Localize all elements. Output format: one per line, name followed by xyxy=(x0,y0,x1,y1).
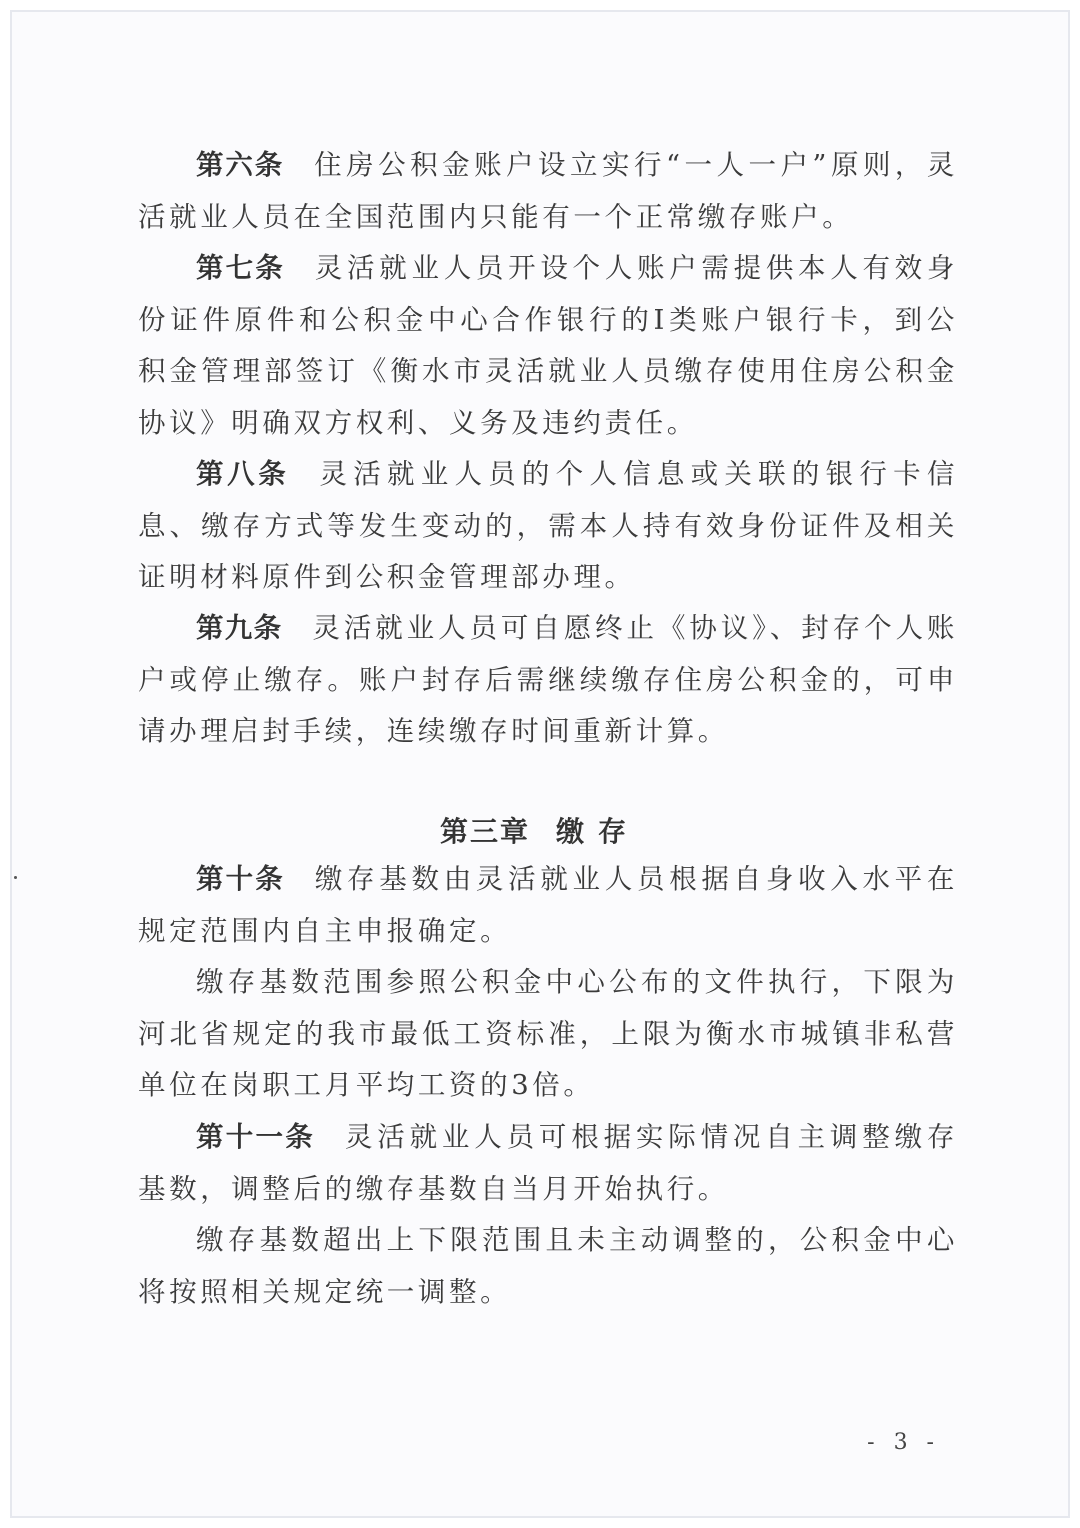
chapter-title xyxy=(0,810,1080,850)
article-11 xyxy=(138,1112,958,1215)
chapter-name: 缴存 xyxy=(556,815,641,848)
scan-speck xyxy=(14,876,17,879)
article-8-text: 灵活就业人员的个人信息或关联的银行卡信息、缴存方式等发生变动的，需本人持有效身份证件及相关证明材料原件到公积金管理部办理。 xyxy=(138,458,959,593)
article-6-text: 住房公积金账户设立实行“一人一户”原则，灵活就业人员在全国范围内只能有一个正常缴存账户。 xyxy=(138,149,959,233)
article-7 xyxy=(138,243,958,449)
article-9 xyxy=(138,603,958,758)
article-10-label: 第十条 xyxy=(196,863,285,895)
article-6 xyxy=(138,140,958,243)
article-6-label: 第六条 xyxy=(196,149,285,181)
chapter-number: 第三章 xyxy=(439,815,530,848)
article-8 xyxy=(138,449,958,604)
article-7-text: 灵活就业人员开设个人账户需提供本人有效身份证件原件和公积金中心合作银行的Ⅰ类账户银行卡，到公积金管理部签订《衡水市灵活就业人员缴存使用住房公积金协议》明确双方权利、义务及违约责任。 xyxy=(138,252,959,439)
article-9-label: 第九条 xyxy=(196,612,283,644)
base-range-paragraph xyxy=(138,957,958,1112)
article-11-label: 第十一条 xyxy=(196,1121,315,1153)
article-8-label: 第八条 xyxy=(196,458,290,490)
article-9-text: 灵活就业人员可自愿终止《协议》、封存个人账户或停止缴存。账户封存后需继续缴存住房公积金的，可申请办理启封手续，连续缴存时间重新计算。 xyxy=(138,612,958,747)
adjustment-text: 缴存基数超出上下限范围且未主动调整的，公积金中心将按照相关规定统一调整。 xyxy=(138,1224,958,1308)
article-11-text: 灵活就业人员可根据实际情况自主调整缴存基数，调整后的缴存基数自当月开始执行。 xyxy=(138,1121,959,1205)
article-7-label: 第七条 xyxy=(196,252,285,284)
base-range-text: 缴存基数范围参照公积金中心公布的文件执行，下限为河北省规定的我市最低工资标准，上限为衡水市城镇非私营单位在岗职工月平均工资的3倍。 xyxy=(138,966,958,1101)
article-10 xyxy=(138,854,958,957)
article-10-text: 缴存基数由灵活就业人员根据自身收入水平在规定范围内自主申报确定。 xyxy=(138,863,959,947)
page-number: - 3 - xyxy=(867,1430,940,1455)
adjustment-paragraph xyxy=(138,1215,958,1318)
